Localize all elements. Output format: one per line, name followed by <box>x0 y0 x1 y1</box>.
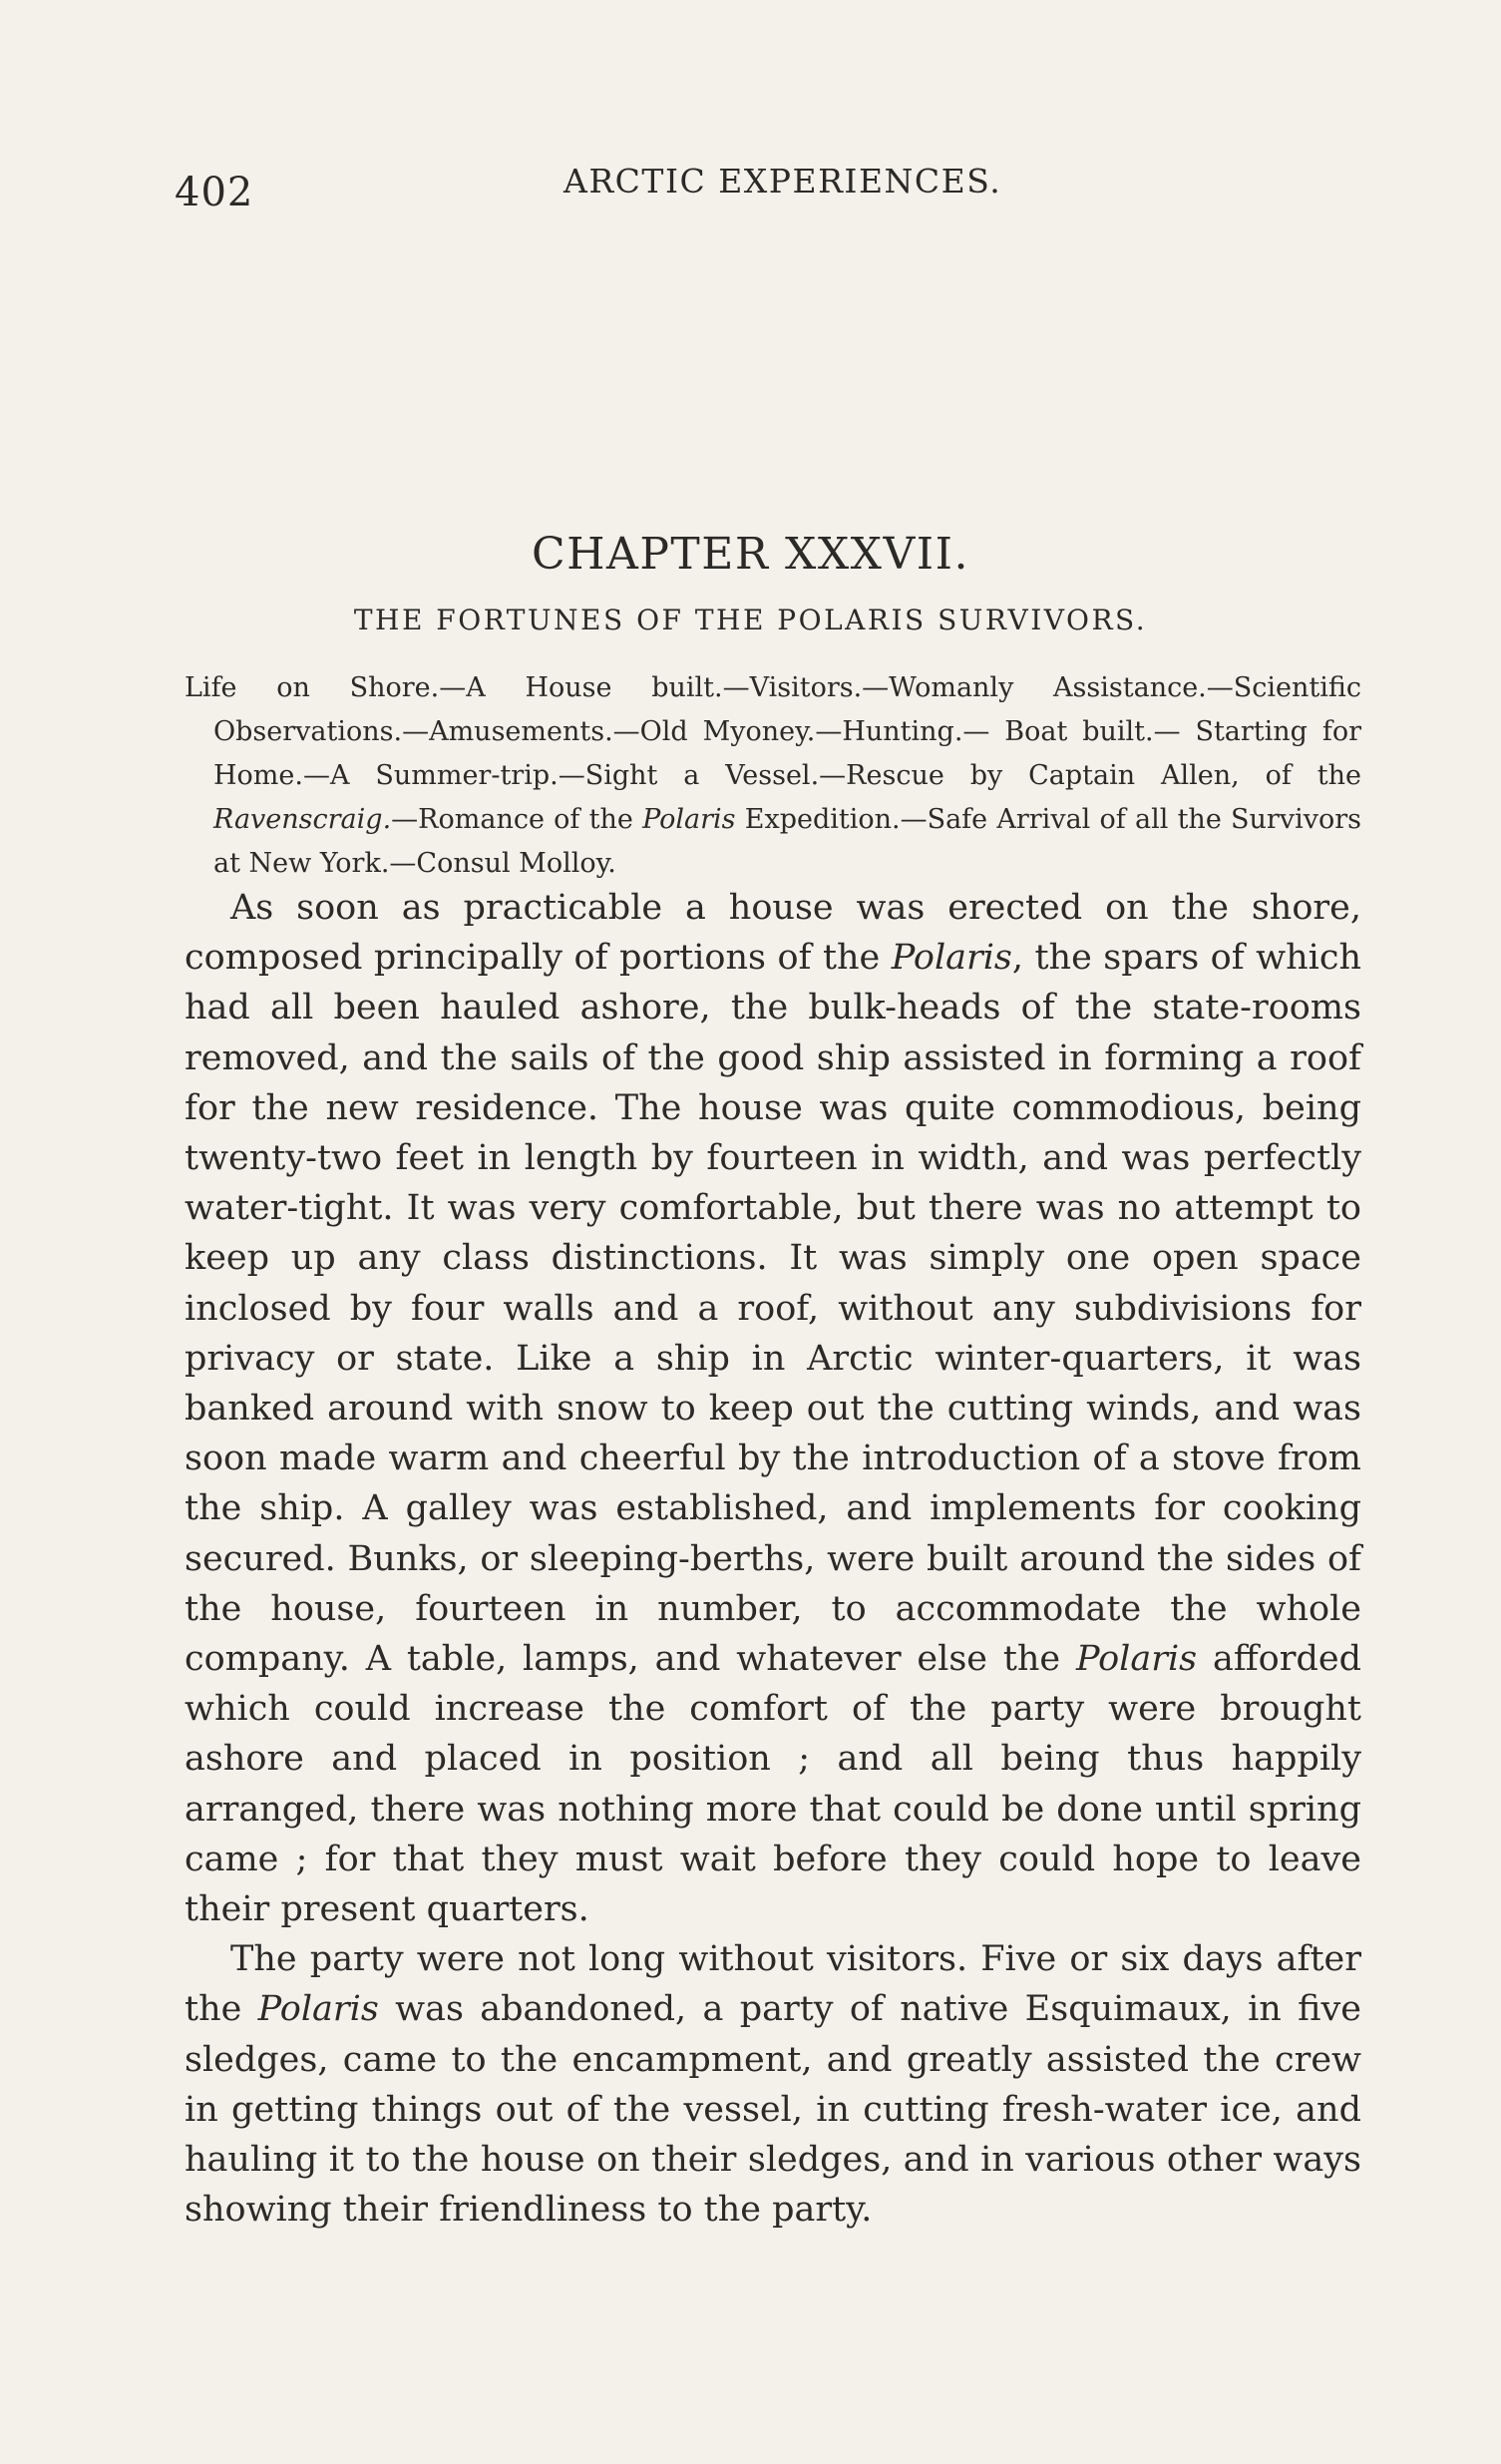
ship-name-polaris: Polaris <box>1075 1639 1198 1680</box>
ship-name-polaris: Polaris <box>257 1989 379 2030</box>
synopsis-polaris: Polaris <box>642 804 736 835</box>
paragraph-text: The party were not long without visitors. Five or six days after the <box>185 1939 1361 2030</box>
synopsis-text: Expedition.—Safe Arrival of all the Survivors at New York.—Consul Molloy. <box>213 804 1361 879</box>
synopsis-ship-name: Ravenscraig. <box>213 804 392 835</box>
paragraph-text: , the spars of which had all been hauled ashore, the bulk-heads of the state-rooms removed, and the sails of the good ship assisted in forming a roof for the new residence. The house was quite commodious, being twenty-two feet in length by fourteen in width, and was perfectly water-tight. It was very comfortable, but there was no attempt to keep up any class distinctions. It was simply one open space inclosed by four walls and a roof, without any subdivisions for privacy or state. Like a ship in Arctic winter-quarters, it was banked around with snow to keep out the cutting winds, and was soon made warm and cheerful by the introduction of a stove from the ship. A galley was established, and implements for cooking secured. Bunks, or sleeping-berths, were built around the sides of the house, fourteen in number, to accommodate the whole company. A table, lamps, and whatever else the <box>185 938 1361 1680</box>
ship-name-polaris: Polaris <box>891 938 1012 979</box>
paragraph-text: was abandoned, a party of native Esquimaux, in five sledges, came to the encampment, and greatly assisted the crew in getting things out of the vessel, in cutting fresh-water ice, and hauling it to the house on their sledges, and in various other ways showing their friendliness to the party. <box>185 1989 1362 2231</box>
paragraph-text: afforded which could increase the comfort of the party were brought ashore and placed in position ; and all being thus happily arranged, there was nothing more that could be done until spring came ; for that they must wait before they could hope to leave their present quarters. <box>185 1639 1362 1930</box>
chapter-synopsis <box>185 666 1361 886</box>
page-number: 402 <box>175 170 254 215</box>
paragraph-text: As soon as practicable a house was erected on the shore, composed principally of portions of the <box>185 888 1361 979</box>
synopsis-text: Life on Shore.—A House built.—Visitors.—Womanly Assistance.—Scientific Observations.—Amusements.—Old Myoney.—Hunting.— Boat built.— Starting for Home.—A Summer-trip.—Sight a Vessel.—Rescue by Captain Allen, of the <box>185 672 1361 791</box>
running-title: ARCTIC EXPERIENCES. <box>563 162 1002 201</box>
chapter-title: CHAPTER XXXVII. <box>532 529 969 580</box>
paragraph-1 <box>185 883 1361 1934</box>
paragraph-2 <box>185 1934 1361 2235</box>
body-text <box>185 883 1361 2235</box>
chapter-subtitle: THE FORTUNES OF THE POLARIS SURVIVORS. <box>353 604 1148 636</box>
synopsis-text: —Romance of the <box>391 804 643 835</box>
running-head <box>175 160 1371 219</box>
